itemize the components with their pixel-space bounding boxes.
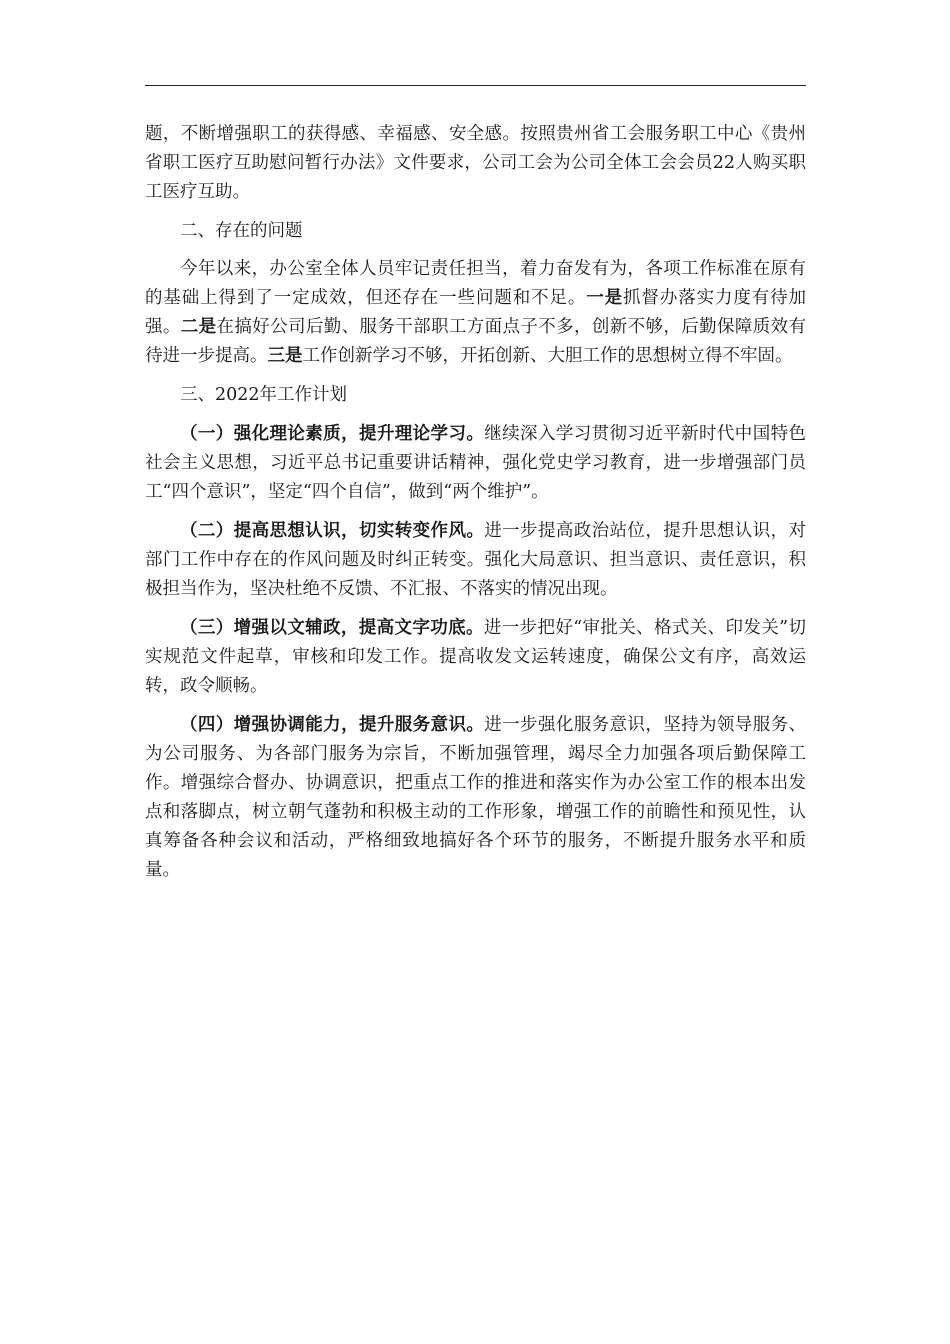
problems-text-1: 抓督办落实力度有待加强。 [145,288,807,337]
plan-item-title: （二）提高思想认识，切实转变作风。 [180,521,485,541]
plan-item-body: 进一步提高政治站位，提升思想认识，对部门工作中存在的作风问题及时纠正转变。强化大局意识、担当意识、责任意识，积极担当作为，坚决杜绝不反馈、不汇报、不落实的情况出现。 [145,521,806,599]
document-body [145,120,806,885]
plan-item-body: 继续深入学习贯彻习近平新时代中国特色社会主义思想，习近平总书记重要讲话精神，强化党史学习教育，进一步增强部门员工“四个意识”，坚定“四个自信”，做到“两个维护”。 [145,424,806,502]
problems-text-3: 工作创新学习不够，开拓创新、大胆工作的思想树立得不牢固。 [302,346,793,366]
section-heading-problems: 二、存在的问题 [180,221,303,241]
problems-text-2: 在搞好公司后勤、服务干部职工方面点子不多，创新不够，后勤保障质效有待进一步提高。 [145,317,806,366]
plan-item-body: 进一步强化服务意识，坚持为领导服务、为公司服务、为各部门服务为宗旨，不断加强管理，竭尽全力加强各项后勤保障工作。增强综合督办、协调意识，把重点工作的推进和落实作为办公室工作的根本出发点和落脚点，树立朝气蓬勃和积极主动的工作形象，增强工作的前瞻性和预见性，认真筹备各种会议和活动，严格细致地搞好各个环节的服务，不断提升服务水平和质量。 [145,715,806,880]
problems-key-3: 三是 [267,346,303,366]
plan-item-title: （三）增强以文辅政，提高文字功底。 [180,618,484,638]
header-rule [145,85,806,86]
plan-item-title: （四）增强协调能力，提升服务意识。 [180,715,485,735]
problems-intro: 今年以来，办公室全体人员牢记责任担当，着力奋发有为，各项工作标准在原有的基础上得到了一定成效，但还存在一些问题和不足。 [145,259,806,308]
paragraph-problems [145,255,806,371]
plan-item-body: 进一步把好“审批关、格式关、印发关”切实规范文件起草，审核和印发工作。提高收发文运转速度，确保公文有序，高效运转，政令顺畅。 [145,618,806,696]
problems-key-1: 一是 [586,288,624,308]
section-heading-plan: 三、2022年工作计划 [180,385,348,405]
plan-item-1 [145,420,806,507]
plan-item-3 [145,614,806,701]
problems-key-2: 二是 [180,317,217,337]
paragraph-continuation: 题，不断增强职工的获得感、幸福感、安全感。按照贵州省工会服务职工中心《贵州省职工医疗互助慰问暂行办法》文件要求，公司工会为公司全体工会会员22人购买职工医疗互助。 [145,124,806,202]
plan-item-title: （一）强化理论素质，提升理论学习。 [180,424,485,444]
plan-item-4 [145,711,806,885]
plan-item-2 [145,517,806,604]
